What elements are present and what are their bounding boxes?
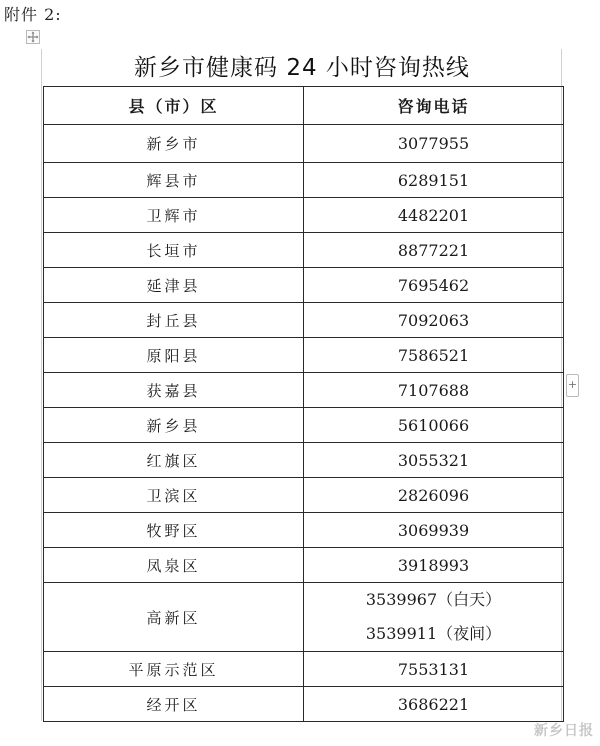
table-row — [44, 583, 564, 652]
phone-cell: 3686221 — [304, 687, 564, 722]
county-cell: 延津县 — [44, 268, 304, 303]
table-row — [44, 163, 564, 198]
phone-cell: 7586521 — [304, 338, 564, 373]
table-row — [44, 513, 564, 548]
county-cell: 长垣市 — [44, 233, 304, 268]
table-row — [44, 303, 564, 338]
attachment-label: 附件 2: — [4, 5, 62, 24]
county-cell: 辉县市 — [44, 163, 304, 198]
hotline-table — [43, 86, 564, 722]
phone-cell: 6289151 — [304, 163, 564, 198]
header-county: 县（市）区 — [44, 87, 304, 125]
table-row — [44, 408, 564, 443]
county-cell: 平原示范区 — [44, 652, 304, 687]
plus-icon: + — [567, 378, 578, 391]
table-row — [44, 443, 564, 478]
header-phone: 咨询电话 — [304, 87, 564, 125]
table-row — [44, 687, 564, 722]
county-cell: 经开区 — [44, 687, 304, 722]
county-cell: 新乡县 — [44, 408, 304, 443]
county-cell: 原阳县 — [44, 338, 304, 373]
county-cell: 凤泉区 — [44, 548, 304, 583]
phone-cell: 3918993 — [304, 548, 564, 583]
phone-cell — [304, 583, 564, 652]
county-cell: 新乡市 — [44, 125, 304, 163]
phone-cell: 2826096 — [304, 478, 564, 513]
phone-cell: 5610066 — [304, 408, 564, 443]
table-row — [44, 268, 564, 303]
county-cell: 牧野区 — [44, 513, 304, 548]
phone-cell: 7695462 — [304, 268, 564, 303]
county-cell: 封丘县 — [44, 303, 304, 338]
table-header-row — [44, 87, 564, 125]
county-cell: 高新区 — [44, 583, 304, 652]
phone-cell: 7092063 — [304, 303, 564, 338]
phone-cell: 3055321 — [304, 443, 564, 478]
phone-cell: 7553131 — [304, 652, 564, 687]
phone-number: 3539967（白天） — [365, 590, 502, 609]
phone-cell: 3069939 — [304, 513, 564, 548]
phone-cell: 7107688 — [304, 373, 564, 408]
table-row — [44, 478, 564, 513]
table-row — [44, 338, 564, 373]
county-cell: 卫滨区 — [44, 478, 304, 513]
table-row — [44, 373, 564, 408]
table-row — [44, 548, 564, 583]
table-row — [44, 198, 564, 233]
county-cell: 红旗区 — [44, 443, 304, 478]
phone-cell: 3077955 — [304, 125, 564, 163]
phone-number: 3539911（夜间） — [365, 624, 502, 643]
table-row — [44, 125, 564, 163]
table-row — [44, 652, 564, 687]
table-move-handle[interactable] — [26, 30, 40, 44]
move-arrows-icon — [27, 31, 39, 43]
county-cell: 获嘉县 — [44, 373, 304, 408]
phone-cell: 8877221 — [304, 233, 564, 268]
table-title: 新乡市健康码 24 小时咨询热线 — [134, 55, 470, 81]
watermark-logo: 新乡日报 — [534, 723, 594, 739]
table-row — [44, 233, 564, 268]
county-cell: 卫辉市 — [44, 198, 304, 233]
phone-cell: 4482201 — [304, 198, 564, 233]
add-column-button[interactable] — [566, 374, 579, 397]
